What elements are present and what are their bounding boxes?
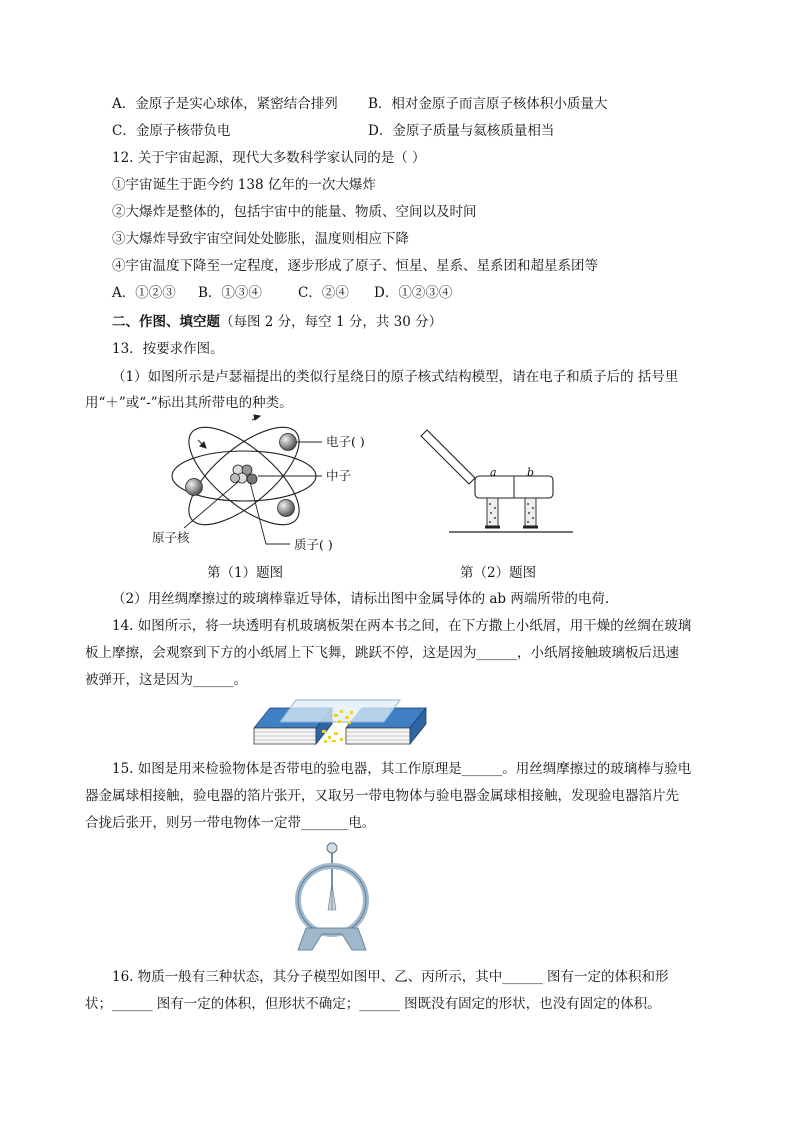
q16-line2: 状；______ 图有一定的体积，但形状不确定；______ 图既没有固定的形状，也没有固定的体积。 <box>85 996 661 1012</box>
glass-rod <box>421 430 475 484</box>
q11-option-b: B．相对金原子而言原子核体积小质量大 <box>368 96 608 112</box>
section-2-title: 二、作图、填空题 <box>112 314 220 330</box>
q14-line2: 板上摩擦，会观察到下方的小纸屑上下飞舞，跳跃不停，这是因为______，小纸屑接触玻璃板后迅速 <box>85 645 679 661</box>
label-electron: 电子( ) <box>326 434 365 449</box>
q12-statement-3: ③大爆炸导致宇宙空间处处膨胀，温度则相应下降 <box>112 231 409 247</box>
q12-option-a: A．①②③ <box>112 285 176 301</box>
orbit-direction-arrows <box>198 415 260 448</box>
label-proton: 质子( ) <box>294 537 333 552</box>
arrow-top-head <box>254 415 260 420</box>
electron-bottom-right <box>278 500 295 517</box>
stand-right <box>525 498 536 527</box>
electron-left <box>186 479 203 496</box>
q14-line1: 14. 如图所示，将一块透明有机玻璃板架在两本书之间，在下方撒上小纸屑，用干燥的丝绸在玻璃 <box>112 618 692 634</box>
q13-part2: （2）用丝绸摩擦过的玻璃棒靠近导体，请标出图中金属导体的 ab 两端所带的电荷. <box>112 591 610 607</box>
q15-line1: 15. 如图是用来检验物体是否带电的验电器，其工作原理是______。用丝绸摩擦过的玻璃棒与验电 <box>112 761 692 777</box>
q12-option-b: B．①③④ <box>198 285 262 301</box>
q11-option-d: D．金原子质量与氦核质量相当 <box>368 123 555 139</box>
q11-option-c: C．金原子核带负电 <box>112 123 231 139</box>
q11-option-a: A．金原子是实心球体，紧密结合排列 <box>112 96 338 112</box>
q15-line3: 合拢后张开，则另一带电物体一定带_______电。 <box>85 815 376 831</box>
section-2-note: （每图 2 分，每空 1 分，共 30 分） <box>220 314 443 330</box>
q13-part1-line1: （1）如图所示是卢瑟福提出的类似行星绕日的原子核式结构模型，请在电子和质子后的 括号里 <box>112 369 679 385</box>
electroscope-base <box>298 928 366 950</box>
q12-statement-4: ④宇宙温度下降至一定程度，逐步形成了原子、恒星、星系、星系团和超星系团等 <box>112 258 598 274</box>
electron-top-right <box>280 434 297 451</box>
label-neutron: 中子 <box>326 468 352 483</box>
q12-option-c: C．②④ <box>298 285 349 301</box>
foil-leaf-left <box>328 884 332 910</box>
label-leader-lines <box>184 442 322 544</box>
label-end-a: a <box>490 466 497 479</box>
q13-stem: 13．按要求作图。 <box>112 341 224 357</box>
q12-stem: 12. 关于宇宙起源，现代大多数科学家认同的是（ ） <box>112 150 426 166</box>
conductor-figure <box>405 428 585 540</box>
metal-ball <box>327 843 337 853</box>
label-nucleus: 原子核 <box>152 530 190 545</box>
q15-line2: 器金属球相接触，验电器的箔片张开，又取另一带电物体与验电器金属球相接触，发现验电器箔片先 <box>85 788 679 804</box>
label-end-b: b <box>527 466 535 479</box>
q14-line3: 被弹开，这是因为______。 <box>85 672 247 688</box>
stand-left <box>487 498 498 527</box>
foil-leaf-right <box>332 884 336 910</box>
nucleus <box>231 465 258 484</box>
figure-1-caption: 第（1）题图 <box>207 565 284 581</box>
books-glass-plate-figure <box>250 694 438 754</box>
q12-statement-1: ①宇宙诞生于距今约 138 亿年的一次大爆炸 <box>112 177 376 193</box>
q12-option-d: D．①②③④ <box>374 285 453 301</box>
figure-2-caption: 第（2）题图 <box>460 565 537 581</box>
q13-part1-line2: 用“＋”或“-”标出其所带电的种类。 <box>85 395 293 411</box>
q12-statement-2: ②大爆炸是整体的，包括宇宙中的能量、物质、空间以及时间 <box>112 204 477 220</box>
section-2-heading <box>112 313 442 331</box>
q16-line1: 16. 物质一般有三种状态，其分子模型如图甲、乙、丙所示，其中______ 图有一定的体积和形 <box>112 969 669 985</box>
electroscope-figure <box>292 838 372 954</box>
